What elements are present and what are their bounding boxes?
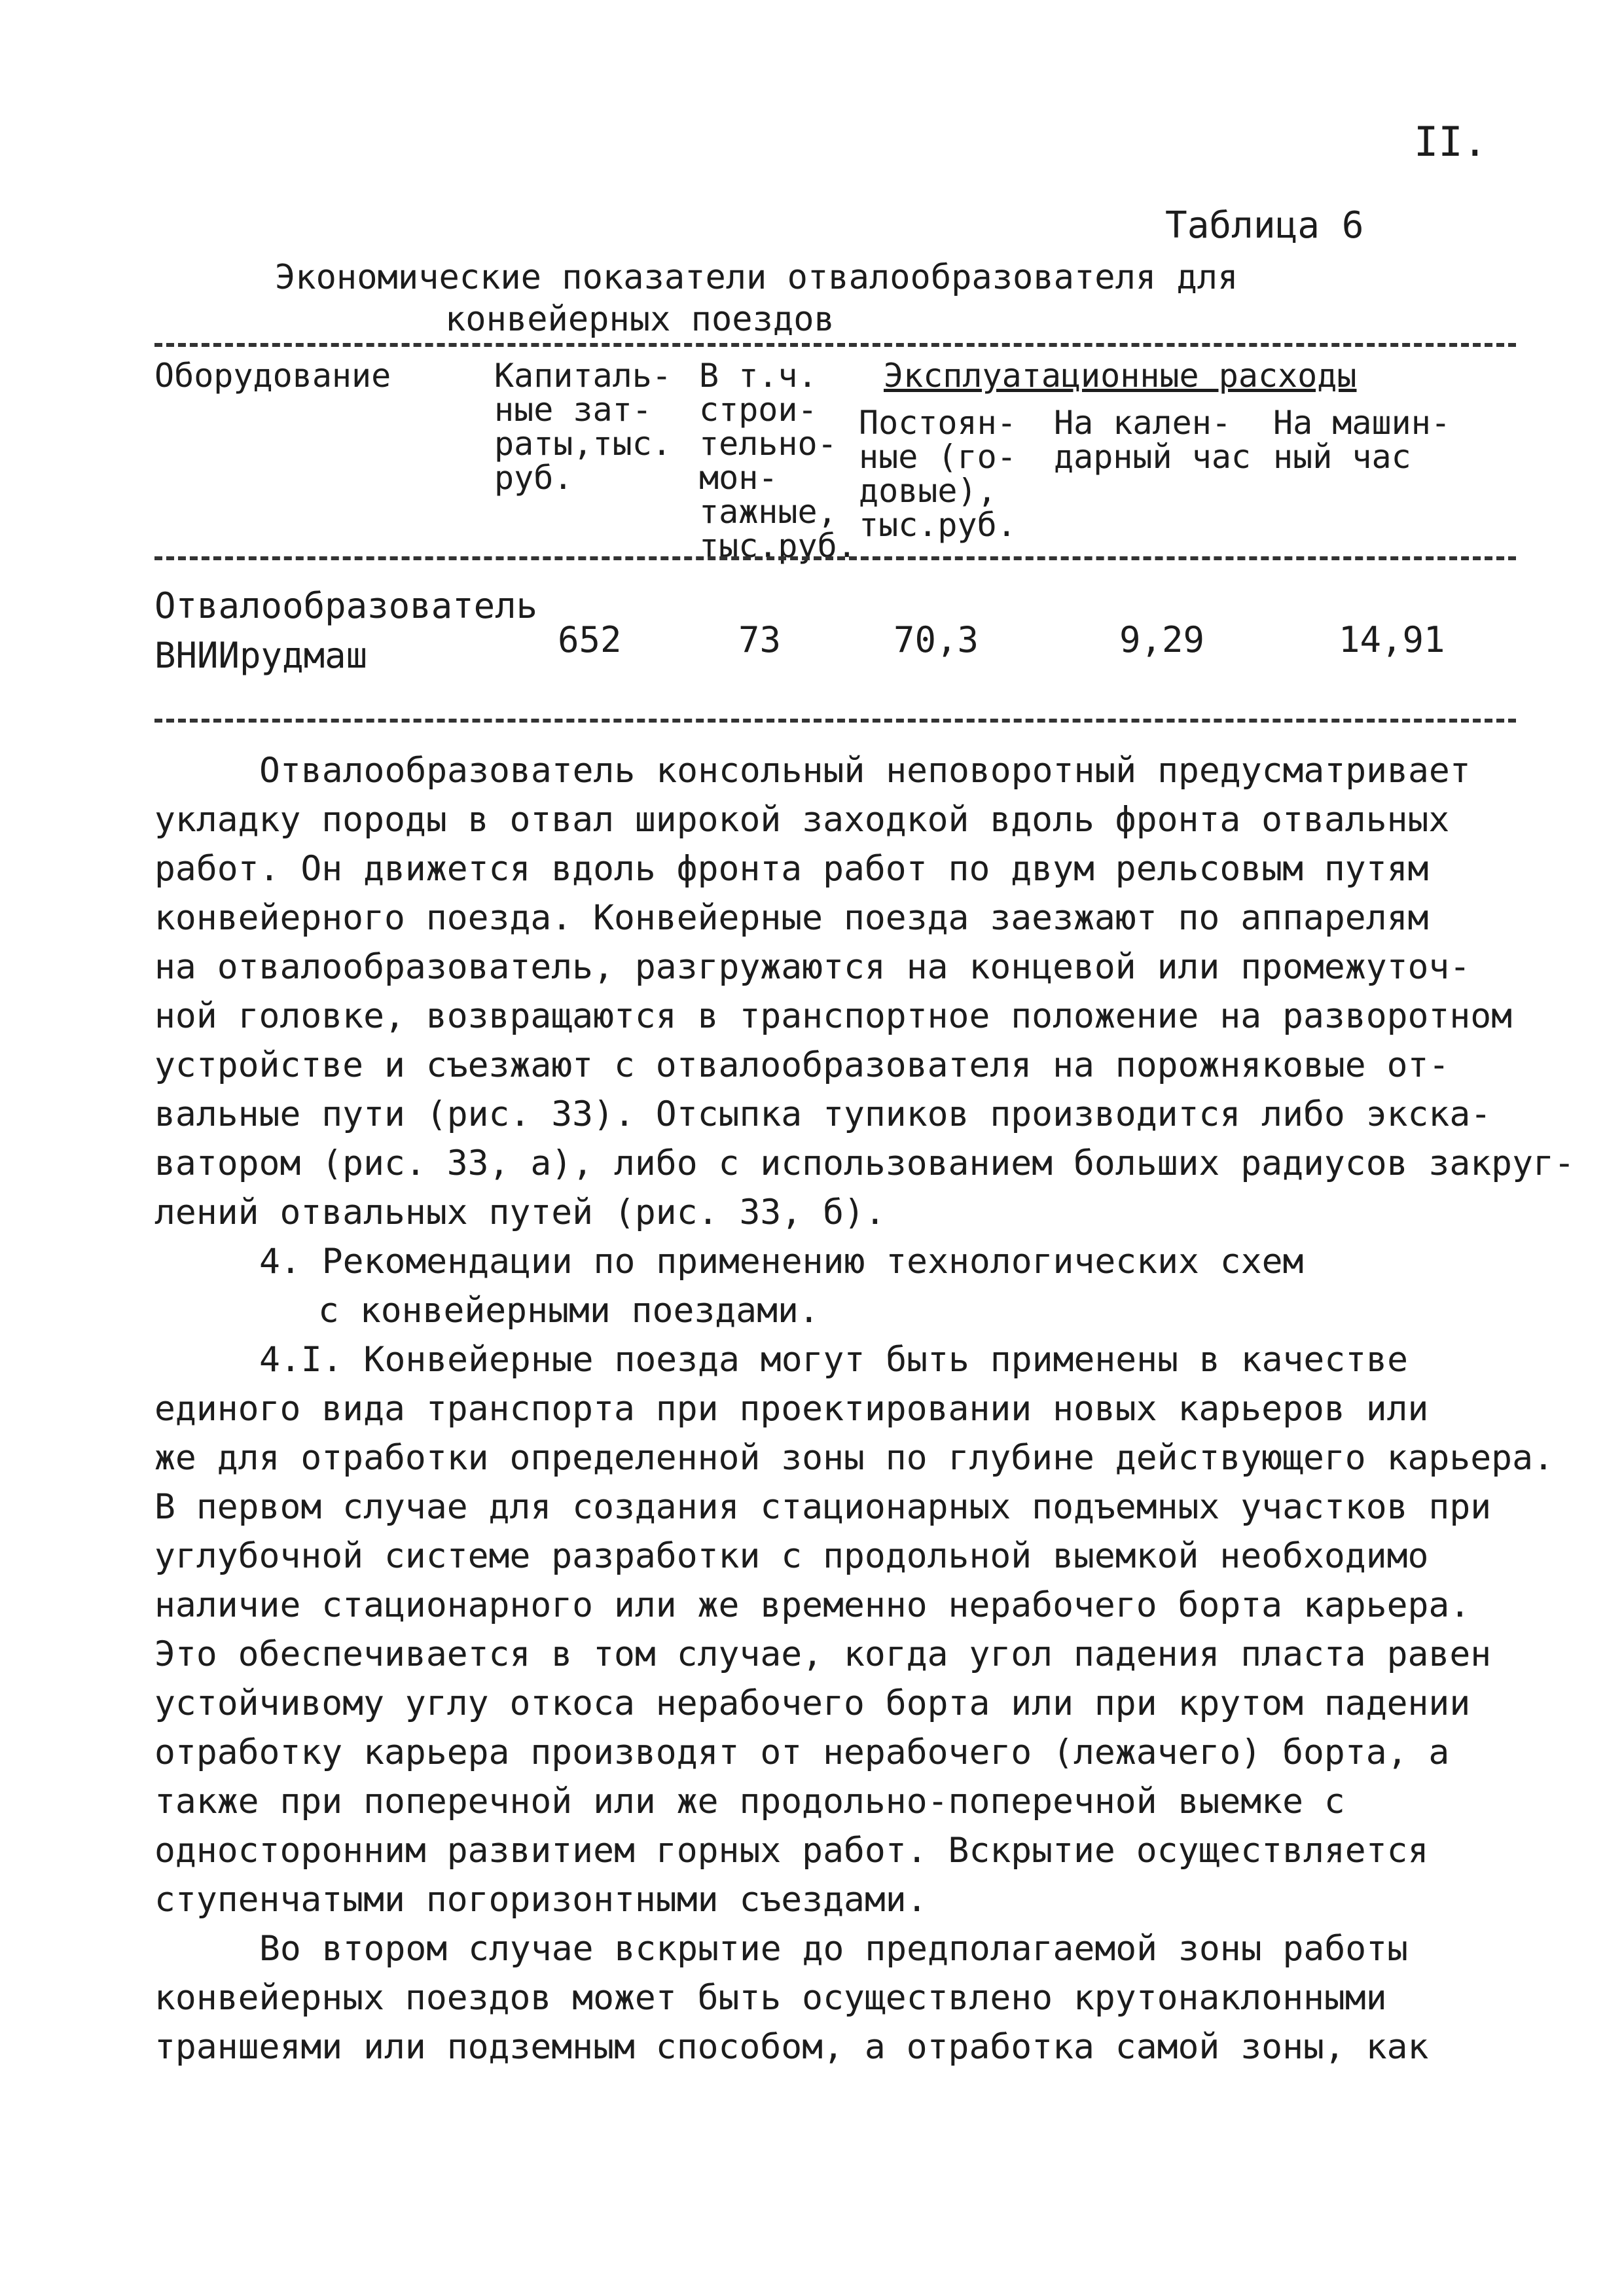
paragraph [154,746,1575,1237]
cell-calendar-hour: 9,29 [1119,619,1205,660]
text-line: лений отвальных путей (рис. 33, б). [154,1193,886,1232]
text-line: траншеями или подземным способом, а отработка самой зоны, как [154,2027,1429,2067]
cell-equipment [154,581,537,681]
text-line: устройстве и съезжают с отвалообразователя на порожняковые от- [154,1045,1450,1085]
text-line: наличие стационарного или же временно нерабочего борта карьера. [154,1585,1471,1625]
table-title-line: конвейерных поездов [445,300,835,339]
header-operating-costs: Эксплуатационные расходы [884,357,1357,395]
cell-construction: 73 [738,619,782,660]
text-line: устойчивому углу откоса нерабочего борта или при крутом падении [154,1683,1471,1723]
cell-fixed-costs: 70,3 [893,619,979,660]
table-title [275,257,1283,340]
cell-machine-hour: 14,91 [1339,619,1445,660]
text-line: работ. Он движется вдоль фронта работ по двум рельсовым путям [154,849,1429,889]
table-top-rule [154,343,1516,347]
header-calendar-hour: На кален- дарный час [1054,404,1252,476]
section-heading [154,1237,1529,1335]
cell-equipment-line: ВНИИрудмаш [154,635,368,676]
text-line: 4.I. Конвейерные поезда могут быть применены в качестве [259,1340,1408,1380]
text-line: вальные пути (рис. 33). Отсыпка тупиков производится либо экска- [154,1094,1492,1134]
cell-equipment-line: Отвалообразователь [154,585,538,626]
text-line: же для отработки определенной зоны по глубине действующего карьера. [154,1438,1554,1478]
table-label: Таблица 6 [1165,204,1364,247]
text-line: с конвейерными поездами. [318,1291,820,1331]
cell-capital: 652 [558,619,622,660]
table-header-rule [154,556,1516,560]
table-title-line: Экономические показатели отвалообразователя для [275,258,1238,297]
text-line: укладку породы в отвал широкой заходкой вдоль фронта отвальных [154,800,1450,840]
text-line: конвейерных поездов может быть осуществлено крутонаклонными [154,1978,1387,2018]
header-construction: В т.ч. строи- тельно- мон- тажные, тыс.руб. [699,357,857,565]
text-line: ной головке, возвращаются в транспортное положение на разворотном [154,996,1513,1036]
text-line: Во втором случае вскрытие до предполагаемой зоны работы [259,1929,1408,1969]
table-bottom-rule [154,719,1516,723]
header-capital: Капиталь- ные зат- раты,тыс. руб. [494,357,672,497]
text-line: ступенчатыми погоризонтными съездами. [154,1880,928,1920]
paragraph [154,1924,1529,2072]
text-line: ватором (рис. 33, а), либо с использованием больших радиусов закруг- [154,1143,1575,1183]
text-line: Отвалообразователь консольный неповоротный предусматривает [259,751,1471,791]
header-machine-hour: На машин- ный час [1273,404,1451,476]
text-line: отработку карьера производят от нерабочего (лежачего) борта, а [154,1732,1450,1772]
header-equipment: Оборудование [154,357,391,395]
text-line: конвейерного поезда. Конвейерные поезда заезжают по аппарелям [154,898,1429,938]
text-line: Это обеспечивается в том случае, когда угол падения пласта равен [154,1634,1492,1674]
page-number: II. [1414,118,1487,166]
text-line: односторонним развитием горных работ. Вскрытие осуществляется [154,1831,1429,1871]
body-text [154,746,1575,2072]
text-line: на отвалообразователь, разгружаются на концевой или промежуточ- [154,947,1471,987]
text-line: В первом случае для создания стационарных подъемных участков при [154,1487,1492,1527]
text-line: также при поперечной или же продольно-поперечной выемке с [154,1782,1345,1821]
text-line: 4. Рекомендации по применению технологических схем [259,1242,1304,1282]
text-line: единого вида транспорта при проектировании новых карьеров или [154,1389,1429,1429]
paragraph [154,1335,1554,1924]
header-fixed-costs: Постоян- ные (го- довые), тыс.руб. [859,404,1017,544]
text-line: углубочной системе разработки с продольной выемкой необходимо [154,1536,1429,1576]
